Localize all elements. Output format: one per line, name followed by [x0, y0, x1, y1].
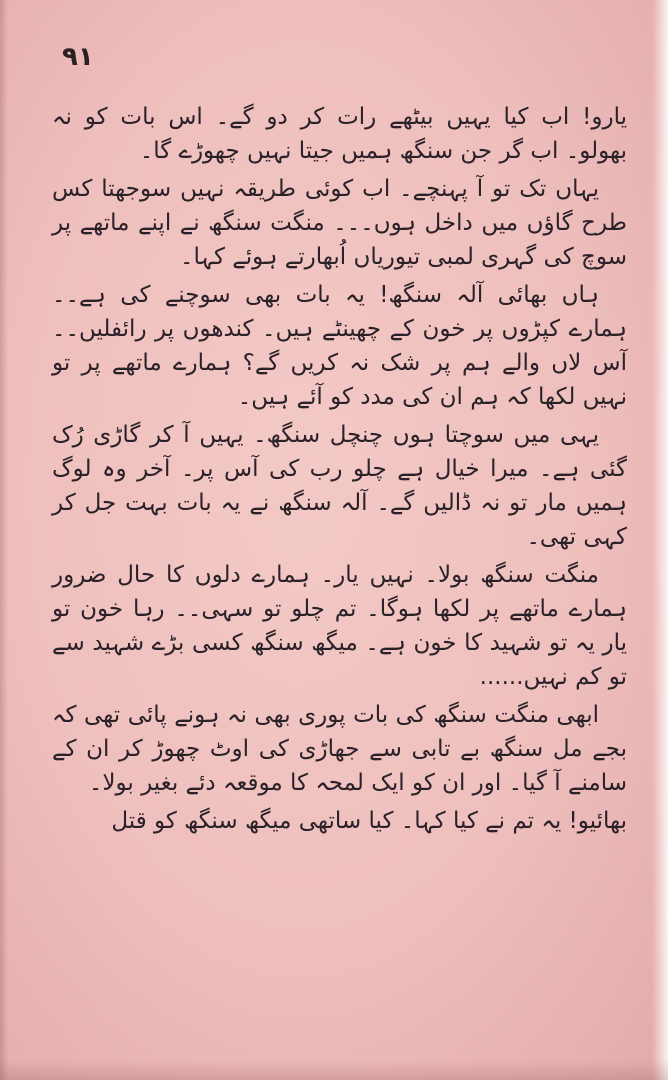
page-right-edge	[652, 0, 668, 1080]
page-left-shadow	[0, 0, 8, 1080]
page-number: ۹۱	[62, 42, 94, 72]
paragraph-7: بھائیو! یہ تم نے کیا کہا۔ کیا ساتھی میگھ سنگھ کو قتل	[111, 808, 627, 834]
page-bottom-shadow	[0, 1060, 668, 1080]
paragraph-2: یہاں تک تو آ پہنچے۔ اب کوئی طریقہ نہیں سوجھتا کس طرح گاؤں میں داخل ہوں۔۔۔ منگت سنگھ نے اپنے ماتھے پر سوچ کی گہری لمبی تیوریاں اُبھارتے ہوئے کہا۔	[52, 176, 627, 270]
paragraph-1: یارو! اب کیا یہیں بیٹھے رات کر دو گے۔ اس بات کو نہ بھولو۔ اب گر جن سنگھ ہمیں جیتا نہیں چھوڑے گا۔	[52, 104, 627, 164]
paragraph-5: منگت سنگھ بولا۔ نہیں یار۔ ہمارے دلوں کا حال ضرور ہمارے ماتھے پر لکھا ہوگا۔ تم چلو تو سہی۔۔ رہا خون تو یار یہ تو شہید کا خون ہے۔ میگھ سنگھ کسی بڑے شہید سے تو کم نہیں......	[52, 562, 627, 690]
paragraph-3: ہاں بھائی آلہ سنگھ! یہ بات بھی سوچنے کی ہے۔۔ ہمارے کپڑوں پر خون کے چھینٹے ہیں۔ کندھوں پر رائفلیں۔۔ آس لاں والے ہم پر شک نہ کریں گے؟ ہمارے ماتھے پر تو نہیں لکھا کہ ہم ان کی مدد کو آئے ہیں۔	[52, 282, 627, 410]
paragraph-4: یہی میں سوچتا ہوں چنچل سنگھ۔ یہیں آ کر گاڑی رُک گئی ہے۔ میرا خیال ہے چلو رب کی آس پر۔ آخر وہ لوگ ہمیں مار تو نہ ڈالیں گے۔ آلہ سنگھ نے یہ بات بہت جل کر کہی تھی۔	[52, 422, 627, 550]
body-text	[52, 100, 627, 842]
paragraph-6: ابھی منگت سنگھ کی بات پوری بھی نہ ہونے پائی تھی کہ بجے مل سنگھ بے تابی سے جھاڑی کی اوٹ چھوڑ کر ان کے سامنے آ گیا۔ اور ان کو ایک لمحہ کا موقعہ دئے بغیر بولا۔	[52, 702, 627, 796]
